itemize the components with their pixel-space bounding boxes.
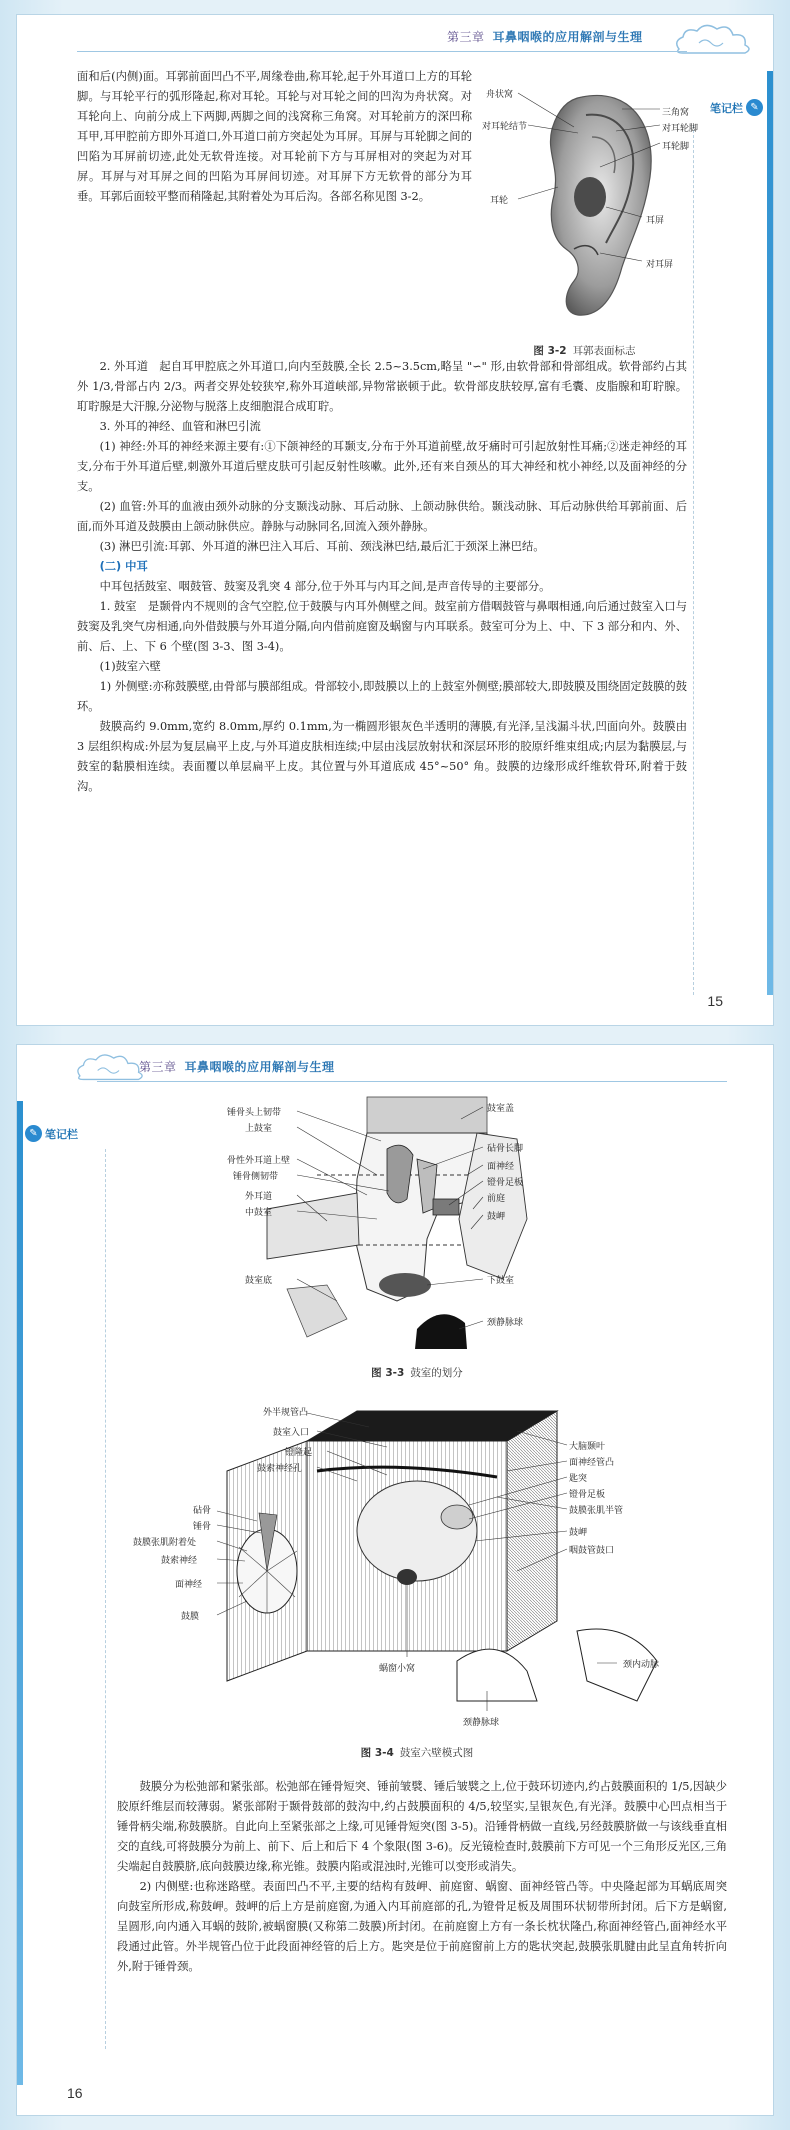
paragraph: 3. 外耳的神经、血管和淋巴引流 [99,420,261,433]
chapter-number: 第三章 [447,30,485,44]
figure-number: 图 3-3 [371,1367,405,1379]
label-superior-malleal-ligament: 锤骨头上韧带 [227,1108,282,1118]
notes-tab [25,1125,78,1142]
figure-title: 鼓室六壁模式图 [399,1747,474,1759]
label-incus-long-process: 砧骨长脚 [487,1144,524,1154]
paragraph: 鼓膜高约 9.0mm,宽约 8.0mm,厚约 0.1mm,为一椭圆形银灰色半透明的薄膜,有光泽,呈浅漏斗状,凹面向外。鼓膜由 3 层组织构成:外层为复层扁平上皮,与外耳道皮肤相连续;中层由浅层放射状和深层环形的胶原纤维束组成;内层为黏膜层,与鼓室的黏膜相连续。表面覆以单层扁平上皮。其位置与外耳道底成 45°~50° 角。鼓膜的边缘形成纤维软骨环,附着于鼓沟。 [77,720,687,793]
notes-label: 笔记栏 [710,101,743,115]
label-antitragus: 对耳屏 [646,260,674,270]
paragraph: 面和后(内侧)面。耳郭前面凹凸不平,周缘卷曲,称耳轮,起于外耳道口上方的耳轮脚。与耳轮平行的弧形隆起,称对耳轮。耳轮与对耳轮之间的凹沟为舟状窝。对耳轮向上、向前分成上下两脚,两脚之间的浅窝称三角窝。对耳轮前方的深凹称耳甲,耳甲腔前方即外耳道口,外耳道口前方突起处为耳屏。耳屏与耳轮脚之间的凹陷为耳屏前切迹,此处无软骨连接。对耳轮前下方与耳屏相对的突起为对耳屏。耳屏与对耳屏之间的凹陷为耳屏间切迹。对耳屏下方无软骨的部分为耳垂。耳郭后面较平整而稍隆起,其附着处为耳后沟。各部名称见图 3-2。 [77,70,472,203]
auricle-illustration [482,67,690,337]
label-tragus: 耳屏 [646,216,665,226]
page-16 [16,1044,774,2116]
label-tegmen-tympani: 鼓室盖 [487,1104,515,1114]
header-rule [97,1081,727,1082]
label-scapha: 舟状窝 [486,90,514,100]
label-stapes-footplate: 镫骨足板 [569,1490,606,1500]
label-helix-crus: 耳轮脚 [662,142,690,152]
figure-3-3 [227,1089,607,1429]
notes-margin-rule [693,125,694,995]
label-incus: 砧骨 [193,1506,212,1516]
label-hypotympanum: 下鼓室 [487,1276,515,1286]
tympanic-six-walls-illustration [157,1401,677,1741]
label-temporal-lobe: 大脑颞叶 [569,1442,606,1452]
label-stapes-footplate: 镫骨足板 [487,1178,524,1188]
label-round-window-niche: 蜗窗小窝 [379,1664,416,1674]
label-vestibule: 前庭 [487,1194,506,1204]
page-15 [16,14,774,1026]
label-external-auditory-canal: 外耳道 [245,1192,273,1202]
section-heading: (二) 中耳 [99,560,148,573]
tympanic-cavity-division-illustration [227,1089,607,1399]
label-facial-canal-prominence: 面神经管凸 [569,1458,615,1468]
figure-caption [482,341,687,361]
label-chorda-tympani-aperture: 鼓索神经孔 [257,1464,303,1474]
paragraph: (3) 淋巴引流:耳郭、外耳道的淋巴注入耳后、耳前、颈浅淋巴结,最后汇于颈深上淋巴结。 [99,540,545,553]
running-header [447,23,677,49]
chapter-title: 耳鼻咽喉的应用解剖与生理 [492,30,643,44]
label-promontory: 鼓岬 [569,1528,588,1538]
figure-title: 耳郭表面标志 [572,345,636,357]
label-helix: 耳轮 [490,196,509,206]
paragraph: (2) 血管:外耳的血液由颈外动脉的分支颞浅动脉、耳后动脉、上颌动脉供给。颞浅动脉、耳后动脉供给耳郭前面、后面,而外耳道及鼓膜由上颌动脉供应。静脉与动脉同名,回流入颈外静脉。 [77,500,687,533]
chapter-title: 耳鼻咽喉的应用解剖与生理 [184,1060,335,1074]
page-number: 16 [67,2085,83,2101]
body-text [117,1777,727,1977]
figure-3-2 [482,67,699,357]
header-rule [77,51,687,52]
label-jugular-bulb: 颈静脉球 [463,1718,500,1728]
paragraph: 2. 外耳道 起自耳甲腔底之外耳道口,向内至鼓膜,全长 2.5~3.5cm,略呈 "∽" 形,由软骨部和骨部组成。软骨部约占其外 1/3,骨部占内 2/3。两者交界处较狭窄,称外耳道峡部,异物常嵌顿于此。软骨部皮肤较厚,富有毛囊、皮脂腺和耵聍腺。耵聍腺是大汗腺,分泌物与脱落上皮细胞混合成耵聍。 [77,360,687,413]
paragraph: (1) 神经:外耳的神经来源主要有:①下颌神经的耳颞支,分布于外耳道前壁,故牙痛时可引起放射性耳痛;②迷走神经的耳支,分布于外耳道后壁,刺激外耳道后壁皮肤可引起反射性咳嗽。此外,还有来自颈丛的耳大神经和枕小神经,以及面神经的分支。 [77,440,687,493]
figure-number: 图 3-2 [533,345,567,357]
label-bony-ear-canal-roof: 骨性外耳道上壁 [227,1156,291,1166]
label-promontory: 鼓岬 [487,1212,506,1222]
figure-title: 鼓室的划分 [410,1367,463,1379]
notes-label: 笔记栏 [45,1127,78,1141]
label-facial-nerve: 面神经 [487,1162,515,1172]
paragraph: 鼓膜分为松弛部和紧张部。松弛部在锤骨短突、锤前皱襞、锤后皱襞之上,位于鼓环切迹内,约占鼓膜面积的 1/5,因缺少胶原纤维层而较薄弱。紧张部附于颞骨鼓部的鼓沟中,约占鼓膜面积的 4/5,较坚实,呈银灰色,有光泽。鼓膜中心凹点相当于锤骨柄尖端,称鼓膜脐。自此向上至紧张部之上缘,可见锤骨短突(图 3-5)。沿锤骨柄做一直线,另经鼓膜脐做一与该线垂直相交的直线,可将鼓膜分为前上、前下、后上和后下 4 个象限(图 3-6)。反光镜检查时,鼓膜前下方可见一个三角形反光区,三角尖端起自鼓膜脐,底向鼓膜边缘,称光锥。鼓膜内陷或混浊时,光锥可以变形或消失。 [117,1780,727,1873]
label-antihelix-crus: 对耳轮脚 [662,124,699,134]
body-text [77,67,699,797]
cloud-ornament-icon [669,19,759,59]
label-mesotympanum: 中鼓室 [245,1208,273,1218]
label-malleus: 锤骨 [193,1522,212,1532]
figure-caption [157,1745,677,1760]
figure-number: 图 3-4 [360,1747,394,1759]
paragraph: 1) 外侧壁:亦称鼓膜壁,由骨部与膜部组成。骨部较小,即鼓膜以上的上鼓室外侧壁;膜部较大,即鼓膜及围绕固定鼓膜的鼓环。 [77,680,687,713]
label-facial-nerve: 面神经 [175,1580,203,1590]
running-header [139,1053,359,1079]
pen-icon: ✎ [25,1125,42,1142]
paragraph: 中耳包括鼓室、咽鼓管、鼓窦及乳突 4 部分,位于外耳与内耳之间,是声音传导的主要部分。 [99,580,551,593]
label-cochleariform-process: 匙突 [569,1474,588,1484]
paragraph: 1. 鼓室 是颞骨内不规则的含气空腔,位于鼓膜与内耳外侧壁之间。鼓室前方借咽鼓管与鼻咽相通,向后通过鼓室入口与鼓窦及乳突气房相通,向外借鼓膜与外耳道分隔,向内借前庭窗及蜗窗与内耳联系。鼓室可分为上、中、下 3 部分和内、外、前、后、上、下 6 个壁(图 3-3、图 3-4)。 [77,600,687,653]
label-lateral-malleal-ligament: 锤骨侧韧带 [233,1172,279,1182]
pen-icon: ✎ [746,99,763,116]
label-tympanic-membrane: 鼓膜 [181,1612,200,1622]
label-aditus: 鼓室入口 [273,1428,310,1438]
notes-margin-rule [105,1149,106,2049]
label-tympanic-floor: 鼓室底 [245,1276,273,1286]
label-antihelix-tubercle: 对耳轮结节 [482,122,528,132]
page-side-bar [17,1101,23,2085]
paragraph: 2) 内侧壁:也称迷路壁。表面凹凸不平,主要的结构有鼓岬、前庭窗、蜗窗、面神经管凸等。中央隆起部为耳蜗底周突向鼓室所形成,称鼓岬。鼓岬的后上方是前庭窗,为通入内耳前庭部的孔,为镫骨足板及周围环状韧带所封闭。后下方是蜗窗,呈圆形,向内通入耳蜗的鼓阶,被蜗窗膜(又称第二鼓膜)所封闭。在前庭窗上方有一条长枕状隆凸,称面神经管凸,面神经水平段通过此管。外半规管凸位于此段面神经管的后上方。匙突是位于前庭窗前上方的匙状突起,鼓膜张肌腱由此呈直角转折向外,附于锤骨颈。 [117,1880,727,1973]
label-jugular-bulb: 颈静脉球 [487,1318,524,1328]
label-tensor-tympani-semicanal: 鼓膜张肌半管 [569,1506,624,1516]
label-chorda-tympani: 鼓索神经 [161,1556,198,1566]
page-side-bar [767,71,773,995]
label-internal-carotid-artery: 颈内动脉 [623,1660,660,1670]
chapter-number: 第三章 [139,1060,177,1074]
label-triangular-fossa: 三角窝 [662,108,690,118]
label-tympanic-orifice-eustachian: 咽鼓管鼓口 [569,1546,615,1556]
figure-3-4 [133,1401,677,1781]
notes-tab [710,99,763,116]
figure-caption [227,1365,607,1380]
label-epitympanum: 上鼓室 [245,1124,273,1134]
label-pyramidal-eminence: 镫隆起 [285,1448,313,1458]
page-number: 15 [707,993,723,1009]
label-tensor-tympani-attachment: 鼓膜张肌附着处 [133,1538,197,1548]
paragraph: (1)鼓室六壁 [99,660,161,673]
label-lateral-semicircular-prominence: 外半规管凸 [263,1408,309,1418]
